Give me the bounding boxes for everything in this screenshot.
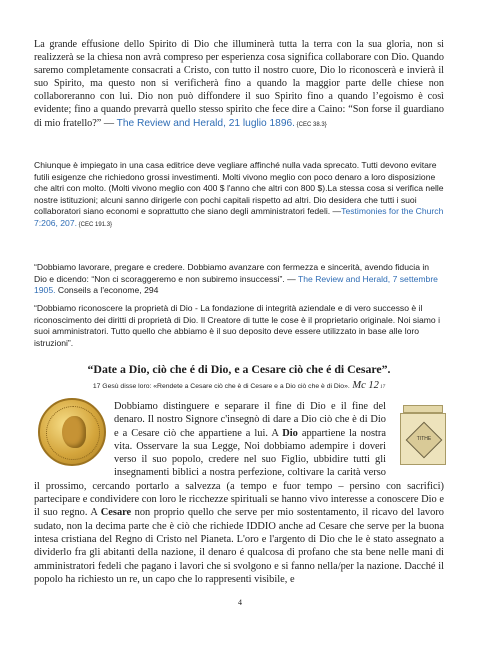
reference-link[interactable]: The Review and Herald, 21 luglio 1896. [116,117,296,129]
paragraph-5-text-d: non proprio quello che serve per mio sostentamento, il ricavo del lavoro sudato, non la decima parte che è ciò che richiede IDDIO anche ad Cesare che serve per la buona intesa cristiana del Regno di Cristo nel Pianeta. L'oro e l'argento di Dio che le è stato assegnato a dividerlo fra gli abitanti della nazione, il denaro é qualcosa di profano che sta bene nelle mani di amministratori fedeli che pagano i lavori che si svolgono e si fanno nella/per la nazione. Dacché il popolo ha richiesto un re, un capo che lo rappresenti visibile, e [34,507,444,585]
paragraph-3-text: “Dobbiamo lavorare, pregare e credere. Dobbiamo avanzare con fermezza e sincerità, avendo fiducia in Dio e dicendo: “Non ci scoraggeremo e non subiremo insuccessi”. — [34,262,430,284]
verse-text: 17 Gesù disse loro: «Rendete a Cesare ciò che è di Cesare e a Dio ciò che è di Dio». [92,383,350,390]
paragraph-4 [34,303,444,349]
citation: {CEC 191.3} [77,221,113,228]
paragraph-5-text-a: Dobbiamo distinguere e separare il fine di Dio e il fine del denaro. Il nostro Signore c'insegnò di dare a Dio ciò che è di Dio e a Cesare ciò che appartiene a lui. A [114,401,386,439]
paragraph-2-text: Chiunque è impiegato in una casa editrice deve vegliare affinché nulla vada sprecato. Tutti devono evitare futili esigenze che richiedono grossi investimenti. Molti vivono meglio con poco denaro a loro disposizione che altri con molto. (Molti vivono meglio con 400 $ l'anno che altri con 800 $).La stessa cosa si verifica nelle nostre istituzioni; alcuni sanno dirigerle con pochi capitali rispetto ad altri. Dio desidera che tutti i suoi collaboratori siano economi e soprattutto che siano degli amministratori fedeli. — [34,160,444,217]
paragraph-3-tail: Conseils a l'econome, 294 [55,285,159,296]
paragraph-4-text: “Dobbiamo riconoscere la proprietà di Dio - La fondazione di integrità aziendale e di vero successo è il riconoscimento dei diritti di proprietà di Dio. Il Creatore di tutte le cose è il proprietario originale. Noi siamo i suoi amministratori. Tutto quello che abbiamo è il suo deposito deve essere utilizzato in base alle loro istruzioni”. [34,303,441,348]
paragraph-2 [34,160,444,232]
paragraph-1 [34,38,444,132]
reference-link[interactable]: Testimonies for the Church 7:206, 207. [34,206,444,228]
paragraph-5-text-c: appartiene la nostra vita. Osservare la sua Legge, Noi dobbiamo adempire i doveri verso il suo popolo, credere nel suo Figlio, ubbidire tutti gli insegnamenti biblici a nostra perfezione, coltivare la carità verso il prossimo, cercando portarlo a salvezza (a tempo e fuor tempo – persino con sacrifici) partecipare e condividere con loro le ricchezze spirituali se hanno vivo interesse a conoscere Dio e il suo regno. A [34,427,444,519]
citation: {CEC 38.3} [295,121,327,128]
paragraph-3 [34,262,444,297]
paragraph-5 [34,400,444,586]
emphasis-cesare: Cesare [100,507,132,519]
verse-number: 17 [378,385,386,390]
emphasis-dio: Dio [282,427,298,439]
page-number: 4 [238,598,242,607]
reference-link[interactable]: The Review and Herald, 7 settembre 1905. [34,273,438,296]
verse-reference: Mc 12 [349,380,379,391]
paragraph-1-text: La grande effusione dello Spirito di Dio che illuminerà tutta la terra con la sua gloria, non si realizzerà se la chiesa non avrà compreso per esperienza cosa significa collaborare con Dio. Quando saremo completamente consacrati a Cristo, con tutto il nostro cuore, Dio lo riconoscerà e invierà il suo Spirito, ma questo non si verificherà fino a quando la maggior parte delle chiese non collaboreranno con lui. Dio non può diffondere il suo Spirito fino a quando l’egoismo è così evidente; fino a quando prevarrà quello stesso spirito che fece dire a Caino: “Son forse il guardiano di mio fratello?” — [34,39,444,129]
bible-verse [34,380,444,391]
section-title: “Date a Dio, ciò che é di Dio, e a Cesare ciò che é di Cesare”. [87,362,391,376]
box-label: TITHE [416,436,432,442]
